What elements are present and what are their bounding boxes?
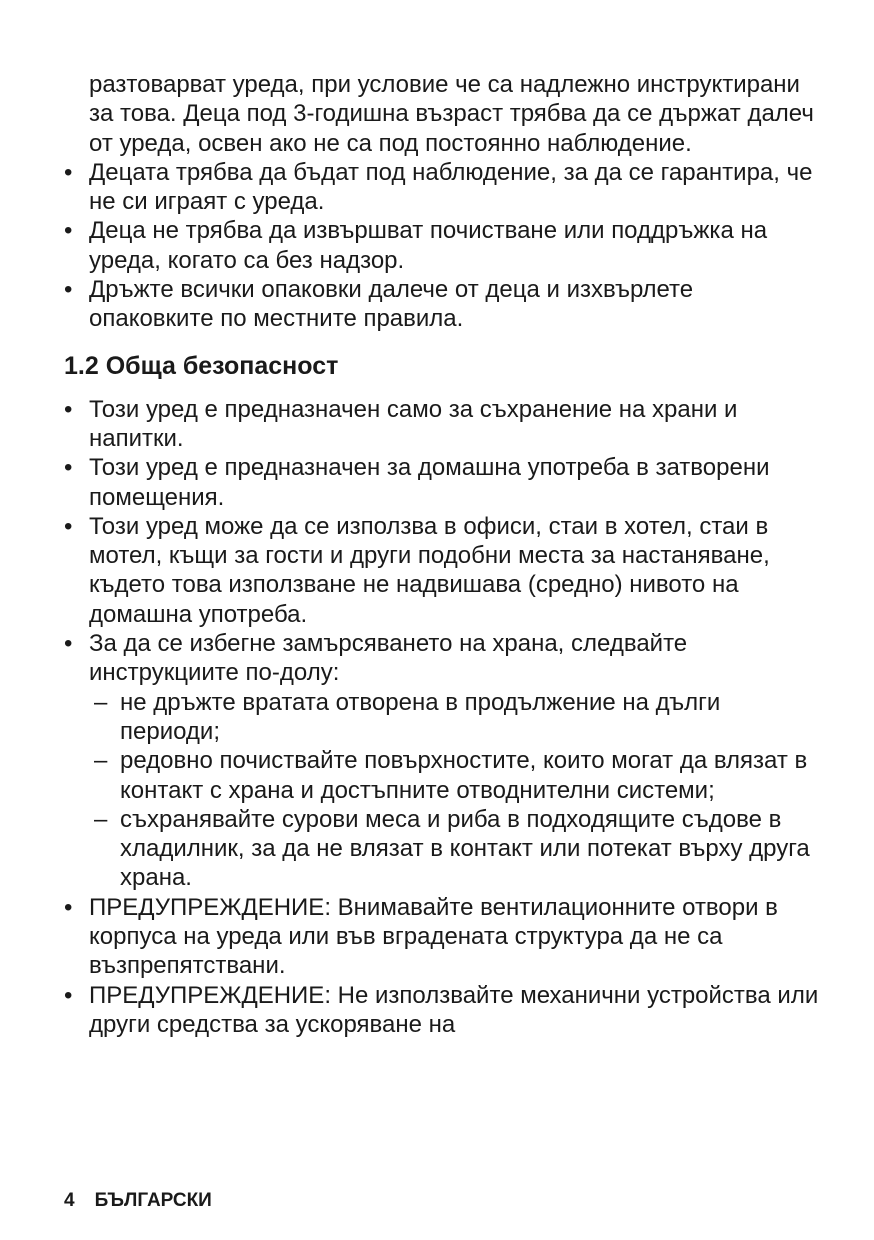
intro-paragraph: разтоварват уреда, при условие че са надлежно инструктирани за това. Деца под 3-годишна възраст трябва да се държат далеч от уреда, освен ако не са под постоянно наблюдение. (89, 71, 814, 157)
manual-page (64, 70, 824, 1039)
dash: – (94, 688, 108, 716)
list-item (64, 216, 824, 275)
bullet: • (64, 395, 73, 423)
bullet: • (64, 217, 73, 245)
list-item-text: За да се избегне замърсяването на храна, следвайте инструкциите по-долу: (89, 630, 688, 687)
list-item (64, 453, 824, 512)
list-item (64, 158, 824, 217)
footer-language: БЪЛГАРСКИ (94, 1190, 212, 1211)
list-item-text: Деца не трябва да извършват почистване или поддръжка на уреда, когато са без надзор. (89, 217, 768, 274)
bullet: • (64, 630, 73, 658)
list-item-text: Децата трябва да бъдат под наблюдение, за да се гарантира, че не си играят с уреда. (89, 158, 813, 216)
sub-list-item-text: съхранявайте сурови меса и риба в подходящите съдове в хладилник, за да не влязат в контакт или потекат върху друга храна. (120, 805, 810, 892)
bullet: • (64, 981, 73, 1009)
bullet: • (64, 512, 73, 540)
list-item-text: Дръжте всички опаковки далече от деца и изхвърлете опаковките по местните правила. (89, 276, 694, 333)
list-item-text: Този уред е предназначен за домашна употреба в затворени помещения. (89, 454, 770, 511)
sub-list-item-text: редовно почиствайте повърхностите, които могат да влязат в контакт с храна и достъпните отводнителни системи; (120, 747, 808, 804)
list-item (64, 512, 824, 629)
list-item-text: Този уред е предназначен само за съхранение на храни и напитки. (89, 395, 738, 452)
bullet: • (64, 276, 73, 304)
child-safety-list (64, 158, 824, 334)
list-item-text: Този уред може да се използва в офиси, стаи в хотел, стаи в мотел, къщи за гости и други подобни места за настаняване, където това използване не надвишава (средно) нивото на домашна употреба. (89, 512, 770, 628)
sub-list-item (89, 805, 824, 893)
sub-list-item-text: не дръжте вратата отворена в продължение на дълги периоди; (120, 688, 721, 745)
sub-list-item (89, 688, 824, 747)
bullet: • (64, 158, 73, 186)
section-heading: 1.2 Обща безопасност (64, 351, 339, 380)
dash: – (94, 805, 108, 833)
page-number: 4 (64, 1190, 75, 1211)
list-item (64, 629, 824, 893)
list-item (64, 981, 824, 1040)
list-item (64, 395, 824, 454)
food-contamination-sublist (89, 688, 824, 893)
page-footer (64, 1190, 212, 1212)
bullet: • (64, 454, 73, 482)
list-item (64, 275, 824, 334)
list-item-text: ПРЕДУПРЕЖДЕНИЕ: Внимавайте вентилационните отвори в корпуса на уреда или във вградената структура да не са възпрепятствани. (89, 893, 778, 980)
general-safety-list (64, 395, 824, 1040)
list-item (64, 893, 824, 981)
bullet: • (64, 893, 73, 921)
list-item-text: ПРЕДУПРЕЖДЕНИЕ: Не използвайте механични устройства или други средства за ускоряване на (89, 981, 819, 1038)
sub-list-item (89, 746, 824, 805)
dash: – (94, 747, 108, 775)
